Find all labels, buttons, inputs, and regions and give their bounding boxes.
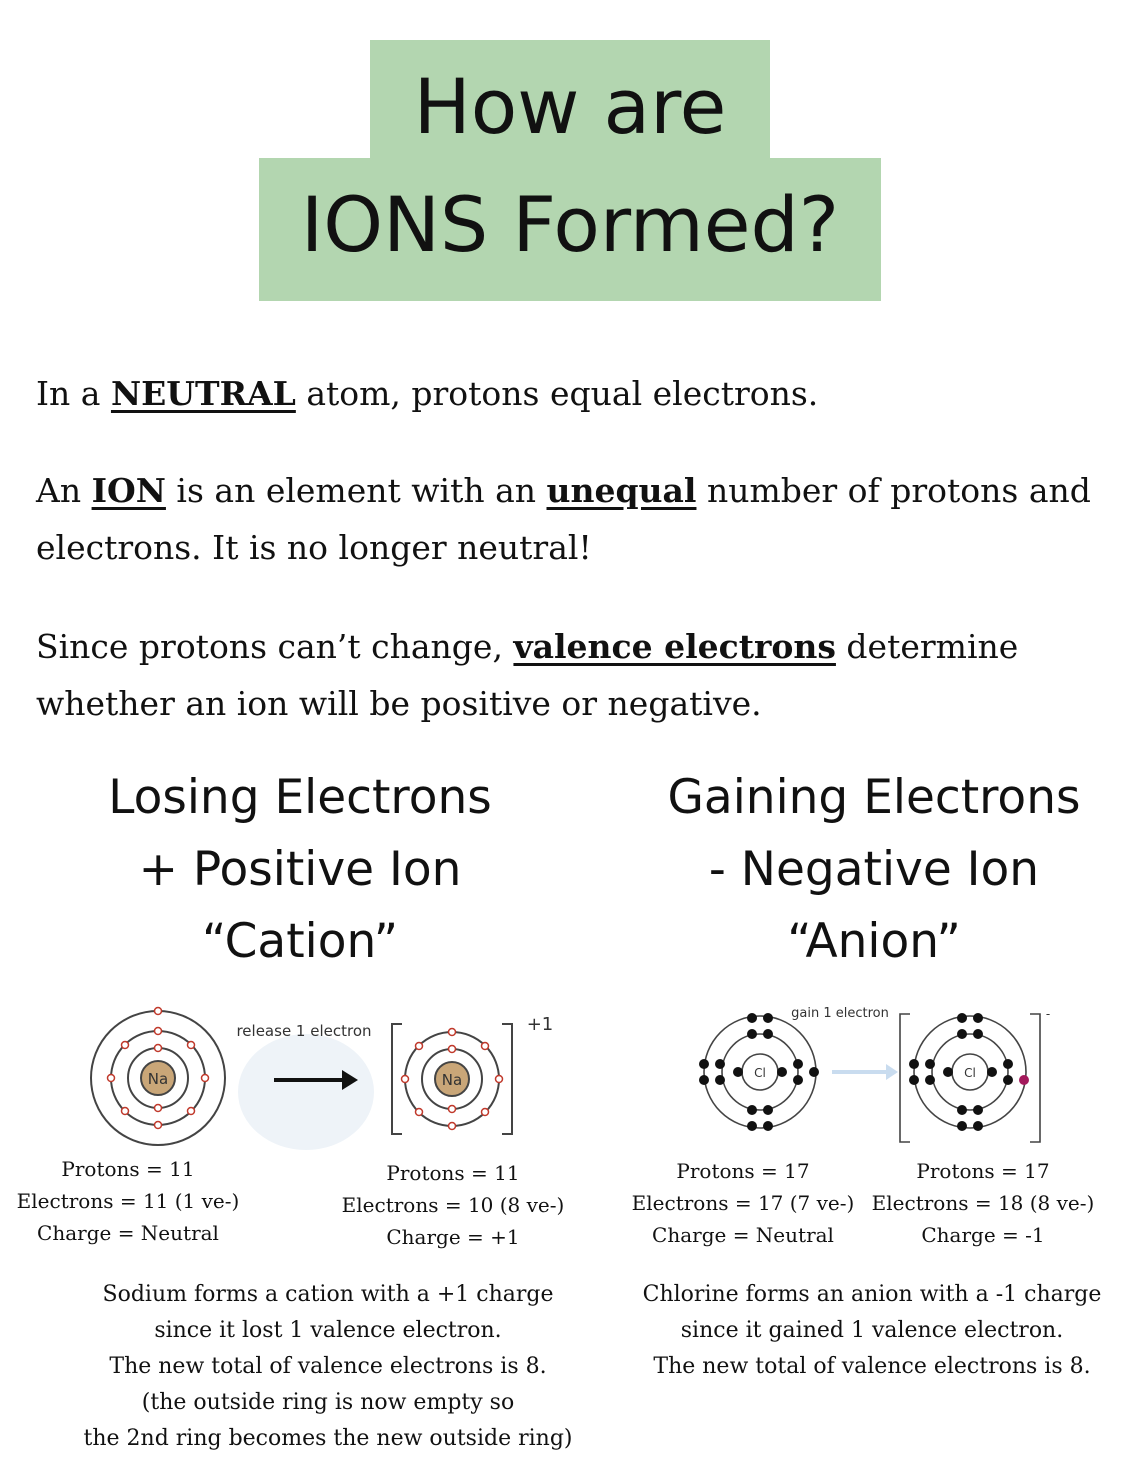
cl-electrons-count: Electrons = 17 (7 ve-) — [631, 1191, 855, 1215]
na-ion-bracket-right — [502, 1024, 512, 1134]
term-unequal: unequal — [546, 471, 697, 510]
release-glow — [238, 1034, 374, 1150]
na-ion-charge: +1 — [526, 1014, 554, 1035]
cl-ion-bracket-left — [900, 1014, 910, 1142]
chloride-ion-stats — [853, 1155, 1113, 1251]
paragraph-valence: Since protons can’t change, valence electrons determine whether an ion will be positive or negative. — [36, 627, 1019, 723]
na-protons: Protons = 11 — [61, 1157, 195, 1181]
cation-heading-line1: Losing Electrons — [108, 770, 492, 825]
cation-heading-line2: + Positive Ion — [138, 842, 462, 897]
sodium-atom — [91, 1008, 225, 1146]
na-ion-protons: Protons = 11 — [386, 1161, 520, 1185]
page-title-line2: IONS Formed? — [300, 180, 840, 269]
sodium-cation-diagram — [80, 1000, 570, 1160]
term-ion: ION — [91, 471, 166, 510]
na-ion-electrons-count: Electrons = 10 (8 ve-) — [341, 1193, 565, 1217]
cl-ion-electrons-count: Electrons = 18 (8 ve-) — [871, 1191, 1095, 1215]
na-ion-symbol: Na — [441, 1071, 463, 1089]
chloride-ion — [900, 1007, 1050, 1142]
term-valence-electrons: valence electrons — [513, 627, 836, 666]
na-symbol: Na — [147, 1070, 169, 1088]
anion-summary: Chlorine forms an anion with a -1 charge since it gained 1 valence electron. The new total of valence electrons is 8. — [642, 1282, 1102, 1379]
sodium-atom-stats — [0, 1153, 258, 1249]
cl-charge: Charge = Neutral — [652, 1223, 834, 1247]
release-label: release 1 electron — [236, 1022, 372, 1040]
gained-electron — [1019, 1075, 1029, 1085]
anion-heading-line2: - Negative Ion — [708, 842, 1040, 897]
anion-heading-line1: Gaining Electrons — [667, 770, 1081, 825]
cl-protons: Protons = 17 — [676, 1159, 810, 1183]
arrow-right-light-icon — [832, 1064, 898, 1080]
paragraph-ion: An ION is an element with an unequal number of protons and electrons. It is no longer neutral! — [36, 471, 1091, 567]
anion-heading-line3: “Anion” — [787, 914, 961, 969]
cl-ion-bracket-right — [1030, 1014, 1040, 1142]
cl-ion-charge-text: Charge = -1 — [921, 1223, 1045, 1247]
cl-ion-symbol: Cl — [964, 1066, 976, 1080]
cation-summary: Sodium forms a cation with a +1 charge since it lost 1 valence electron. The new total of valence electrons is 8. (the outside ring is now empty so the 2nd ring becomes the new outside ring) — [83, 1282, 573, 1451]
cation-heading-line3: “Cation” — [201, 914, 399, 969]
na-electrons-count: Electrons = 11 (1 ve-) — [16, 1189, 240, 1213]
na-ion-bracket-left — [392, 1024, 402, 1134]
sodium-ion — [392, 1014, 553, 1134]
chlorine-anion-diagram — [690, 1000, 1070, 1150]
term-neutral: NEUTRAL — [110, 374, 296, 413]
chlorine-atom-stats — [613, 1155, 873, 1251]
cl-ion-protons: Protons = 17 — [916, 1159, 1050, 1183]
cl-symbol: Cl — [754, 1066, 766, 1080]
cl-ion-charge: - — [1045, 1007, 1051, 1021]
page-title-line1: How are — [413, 62, 727, 151]
na-ion-charge-text: Charge = +1 — [386, 1225, 520, 1249]
anion-heading — [614, 762, 1134, 978]
cation-heading — [40, 762, 560, 978]
sodium-ion-stats — [323, 1157, 583, 1253]
paragraph-neutral: In a NEUTRAL atom, protons equal electrons. — [36, 374, 819, 413]
chlorine-atom — [699, 1013, 819, 1131]
gain-label: gain 1 electron — [791, 1006, 889, 1021]
na-charge: Charge = Neutral — [37, 1221, 219, 1245]
